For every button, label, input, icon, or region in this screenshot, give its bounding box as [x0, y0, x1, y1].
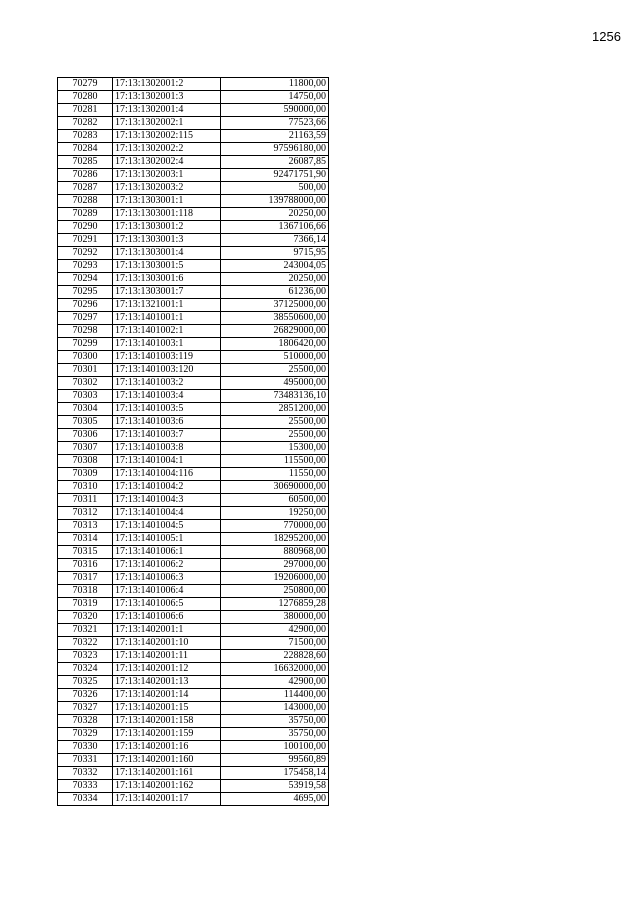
- table-row: [58, 442, 329, 455]
- row-number-cell: 70294: [58, 273, 113, 286]
- value-cell: 590000,00: [221, 104, 329, 117]
- table-row: [58, 78, 329, 91]
- value-cell: 4695,00: [221, 793, 329, 806]
- cadastral-number-cell: 17:13:1401004:5: [113, 520, 221, 533]
- value-cell: 15300,00: [221, 442, 329, 455]
- table-row: [58, 130, 329, 143]
- cadastral-number-cell: 17:13:1303001:3: [113, 234, 221, 247]
- row-number-cell: 70288: [58, 195, 113, 208]
- table-row: [58, 624, 329, 637]
- value-cell: 380000,00: [221, 611, 329, 624]
- table-row: [58, 403, 329, 416]
- cadastral-number-cell: 17:13:1401003:2: [113, 377, 221, 390]
- table-row: [58, 741, 329, 754]
- cadastral-number-cell: 17:13:1401003:8: [113, 442, 221, 455]
- value-cell: 20250,00: [221, 208, 329, 221]
- table-row: [58, 325, 329, 338]
- value-cell: 25500,00: [221, 429, 329, 442]
- row-number-cell: 70279: [58, 78, 113, 91]
- value-cell: 37125000,00: [221, 299, 329, 312]
- row-number-cell: 70298: [58, 325, 113, 338]
- table-row: [58, 234, 329, 247]
- table-row: [58, 286, 329, 299]
- table-row: [58, 104, 329, 117]
- value-cell: 53919,58: [221, 780, 329, 793]
- row-number-cell: 70327: [58, 702, 113, 715]
- value-cell: 97596180,00: [221, 143, 329, 156]
- row-number-cell: 70331: [58, 754, 113, 767]
- row-number-cell: 70305: [58, 416, 113, 429]
- table-row: [58, 559, 329, 572]
- value-cell: 114400,00: [221, 689, 329, 702]
- cadastral-number-cell: 17:13:1401003:7: [113, 429, 221, 442]
- row-number-cell: 70326: [58, 689, 113, 702]
- row-number-cell: 70284: [58, 143, 113, 156]
- row-number-cell: 70312: [58, 507, 113, 520]
- table-row: [58, 208, 329, 221]
- value-cell: 16632000,00: [221, 663, 329, 676]
- cadastral-number-cell: 17:13:1402001:160: [113, 754, 221, 767]
- row-number-cell: 70322: [58, 637, 113, 650]
- value-cell: 250800,00: [221, 585, 329, 598]
- value-cell: 38550600,00: [221, 312, 329, 325]
- cadastral-number-cell: 17:13:1401004:2: [113, 481, 221, 494]
- row-number-cell: 70311: [58, 494, 113, 507]
- cadastral-number-cell: 17:13:1401004:1: [113, 455, 221, 468]
- value-cell: 26087,85: [221, 156, 329, 169]
- value-cell: 30690000,00: [221, 481, 329, 494]
- row-number-cell: 70287: [58, 182, 113, 195]
- row-number-cell: 70329: [58, 728, 113, 741]
- value-cell: 7366,14: [221, 234, 329, 247]
- table-row: [58, 169, 329, 182]
- row-number-cell: 70315: [58, 546, 113, 559]
- table-row: [58, 390, 329, 403]
- row-number-cell: 70286: [58, 169, 113, 182]
- table-row: [58, 312, 329, 325]
- cadastral-number-cell: 17:13:1401004:3: [113, 494, 221, 507]
- row-number-cell: 70308: [58, 455, 113, 468]
- table-row: [58, 754, 329, 767]
- row-number-cell: 70319: [58, 598, 113, 611]
- table-row: [58, 702, 329, 715]
- row-number-cell: 70283: [58, 130, 113, 143]
- value-cell: 880968,00: [221, 546, 329, 559]
- cadastral-number-cell: 17:13:1401003:119: [113, 351, 221, 364]
- row-number-cell: 70328: [58, 715, 113, 728]
- table-row: [58, 182, 329, 195]
- row-number-cell: 70313: [58, 520, 113, 533]
- cadastral-number-cell: 17:13:1401006:6: [113, 611, 221, 624]
- table-row: [58, 572, 329, 585]
- value-cell: 42900,00: [221, 676, 329, 689]
- cadastral-number-cell: 17:13:1303001:1: [113, 195, 221, 208]
- table-row: [58, 533, 329, 546]
- table-row: [58, 91, 329, 104]
- cadastral-number-cell: 17:13:1302003:2: [113, 182, 221, 195]
- cadastral-number-cell: 17:13:1401006:1: [113, 546, 221, 559]
- table-row: [58, 585, 329, 598]
- cadastral-number-cell: 17:13:1402001:16: [113, 741, 221, 754]
- value-cell: 500,00: [221, 182, 329, 195]
- cadastral-number-cell: 17:13:1402001:12: [113, 663, 221, 676]
- row-number-cell: 70303: [58, 390, 113, 403]
- value-cell: 100100,00: [221, 741, 329, 754]
- table-row: [58, 546, 329, 559]
- row-number-cell: 70299: [58, 338, 113, 351]
- value-cell: 21163,59: [221, 130, 329, 143]
- value-cell: 770000,00: [221, 520, 329, 533]
- table-row: [58, 260, 329, 273]
- value-cell: 297000,00: [221, 559, 329, 572]
- row-number-cell: 70300: [58, 351, 113, 364]
- cadastral-number-cell: 17:13:1303001:118: [113, 208, 221, 221]
- cadastral-number-cell: 17:13:1402001:161: [113, 767, 221, 780]
- row-number-cell: 70281: [58, 104, 113, 117]
- cadastral-number-cell: 17:13:1302003:1: [113, 169, 221, 182]
- cadastral-number-cell: 17:13:1402001:14: [113, 689, 221, 702]
- cadastral-number-cell: 17:13:1401006:3: [113, 572, 221, 585]
- value-cell: 11550,00: [221, 468, 329, 481]
- table-row: [58, 676, 329, 689]
- table-row: [58, 663, 329, 676]
- table-row: [58, 338, 329, 351]
- value-cell: 26829000,00: [221, 325, 329, 338]
- cadastral-number-cell: 17:13:1401002:1: [113, 325, 221, 338]
- value-cell: 20250,00: [221, 273, 329, 286]
- row-number-cell: 70323: [58, 650, 113, 663]
- row-number-cell: 70297: [58, 312, 113, 325]
- cadastral-number-cell: 17:13:1302002:115: [113, 130, 221, 143]
- value-cell: 510000,00: [221, 351, 329, 364]
- value-cell: 175458,14: [221, 767, 329, 780]
- row-number-cell: 70333: [58, 780, 113, 793]
- row-number-cell: 70290: [58, 221, 113, 234]
- row-number-cell: 70316: [58, 559, 113, 572]
- value-cell: 35750,00: [221, 728, 329, 741]
- table-row: [58, 429, 329, 442]
- cadastral-number-cell: 17:13:1303001:2: [113, 221, 221, 234]
- value-cell: 143000,00: [221, 702, 329, 715]
- value-cell: 1367106,66: [221, 221, 329, 234]
- table-row: [58, 481, 329, 494]
- value-cell: 61236,00: [221, 286, 329, 299]
- table-row: [58, 793, 329, 806]
- row-number-cell: 70320: [58, 611, 113, 624]
- row-number-cell: 70317: [58, 572, 113, 585]
- table-row: [58, 780, 329, 793]
- table-row: [58, 195, 329, 208]
- row-number-cell: 70293: [58, 260, 113, 273]
- cadastral-number-cell: 17:13:1401006:2: [113, 559, 221, 572]
- table-row: [58, 455, 329, 468]
- table-row: [58, 650, 329, 663]
- table-row: [58, 507, 329, 520]
- cadastral-number-cell: 17:13:1401005:1: [113, 533, 221, 546]
- cadastral-number-cell: 17:13:1401001:1: [113, 312, 221, 325]
- value-cell: 228828,60: [221, 650, 329, 663]
- row-number-cell: 70285: [58, 156, 113, 169]
- table-row: [58, 689, 329, 702]
- value-cell: 19206000,00: [221, 572, 329, 585]
- table-row: [58, 468, 329, 481]
- row-number-cell: 70334: [58, 793, 113, 806]
- table-row: [58, 156, 329, 169]
- table-row: [58, 416, 329, 429]
- cadastral-number-cell: 17:13:1402001:1: [113, 624, 221, 637]
- cadastral-number-cell: 17:13:1402001:15: [113, 702, 221, 715]
- row-number-cell: 70321: [58, 624, 113, 637]
- value-cell: 92471751,90: [221, 169, 329, 182]
- row-number-cell: 70324: [58, 663, 113, 676]
- cadastral-number-cell: 17:13:1302002:1: [113, 117, 221, 130]
- value-cell: 19250,00: [221, 507, 329, 520]
- cadastral-number-cell: 17:13:1402001:17: [113, 793, 221, 806]
- cadastral-number-cell: 17:13:1402001:158: [113, 715, 221, 728]
- cadastral-number-cell: 17:13:1302001:4: [113, 104, 221, 117]
- row-number-cell: 70282: [58, 117, 113, 130]
- row-number-cell: 70280: [58, 91, 113, 104]
- cadastral-number-cell: 17:13:1401004:4: [113, 507, 221, 520]
- table-row: [58, 364, 329, 377]
- row-number-cell: 70295: [58, 286, 113, 299]
- cadastral-number-cell: 17:13:1321001:1: [113, 299, 221, 312]
- table-row: [58, 273, 329, 286]
- cadastral-number-cell: 17:13:1401003:4: [113, 390, 221, 403]
- table-row: [58, 221, 329, 234]
- value-cell: 115500,00: [221, 455, 329, 468]
- row-number-cell: 70330: [58, 741, 113, 754]
- cadastral-number-cell: 17:13:1402001:11: [113, 650, 221, 663]
- cadastral-number-cell: 17:13:1303001:7: [113, 286, 221, 299]
- row-number-cell: 70310: [58, 481, 113, 494]
- table-row: [58, 143, 329, 156]
- data-table: [57, 77, 329, 806]
- cadastral-number-cell: 17:13:1401006:4: [113, 585, 221, 598]
- value-cell: 495000,00: [221, 377, 329, 390]
- cadastral-number-cell: 17:13:1401003:120: [113, 364, 221, 377]
- value-cell: 2851200,00: [221, 403, 329, 416]
- table-body: [58, 78, 329, 806]
- cadastral-number-cell: 17:13:1303001:5: [113, 260, 221, 273]
- value-cell: 11800,00: [221, 78, 329, 91]
- value-cell: 99560,89: [221, 754, 329, 767]
- table-row: [58, 351, 329, 364]
- row-number-cell: 70325: [58, 676, 113, 689]
- cadastral-number-cell: 17:13:1302002:4: [113, 156, 221, 169]
- value-cell: 18295200,00: [221, 533, 329, 546]
- cadastral-number-cell: 17:13:1302002:2: [113, 143, 221, 156]
- row-number-cell: 70296: [58, 299, 113, 312]
- row-number-cell: 70301: [58, 364, 113, 377]
- table-row: [58, 715, 329, 728]
- value-cell: 73483136,10: [221, 390, 329, 403]
- row-number-cell: 70332: [58, 767, 113, 780]
- value-cell: 25500,00: [221, 416, 329, 429]
- cadastral-number-cell: 17:13:1303001:4: [113, 247, 221, 260]
- row-number-cell: 70291: [58, 234, 113, 247]
- cadastral-number-cell: 17:13:1402001:13: [113, 676, 221, 689]
- value-cell: 42900,00: [221, 624, 329, 637]
- table-row: [58, 728, 329, 741]
- cadastral-number-cell: 17:13:1401004:116: [113, 468, 221, 481]
- row-number-cell: 70304: [58, 403, 113, 416]
- value-cell: 77523,66: [221, 117, 329, 130]
- row-number-cell: 70307: [58, 442, 113, 455]
- value-cell: 9715,95: [221, 247, 329, 260]
- table-row: [58, 117, 329, 130]
- cadastral-number-cell: 17:13:1402001:159: [113, 728, 221, 741]
- value-cell: 243004,05: [221, 260, 329, 273]
- row-number-cell: 70292: [58, 247, 113, 260]
- table-row: [58, 377, 329, 390]
- value-cell: 1806420,00: [221, 338, 329, 351]
- row-number-cell: 70309: [58, 468, 113, 481]
- cadastral-number-cell: 17:13:1402001:162: [113, 780, 221, 793]
- row-number-cell: 70318: [58, 585, 113, 598]
- value-cell: 25500,00: [221, 364, 329, 377]
- row-number-cell: 70306: [58, 429, 113, 442]
- cadastral-number-cell: 17:13:1302001:3: [113, 91, 221, 104]
- row-number-cell: 70314: [58, 533, 113, 546]
- table-row: [58, 494, 329, 507]
- value-cell: 35750,00: [221, 715, 329, 728]
- value-cell: 139788000,00: [221, 195, 329, 208]
- row-number-cell: 70289: [58, 208, 113, 221]
- cadastral-number-cell: 17:13:1302001:2: [113, 78, 221, 91]
- table-row: [58, 520, 329, 533]
- table-row: [58, 611, 329, 624]
- cadastral-number-cell: 17:13:1401003:5: [113, 403, 221, 416]
- table-row: [58, 598, 329, 611]
- cadastral-number-cell: 17:13:1402001:10: [113, 637, 221, 650]
- table-row: [58, 247, 329, 260]
- table-row: [58, 299, 329, 312]
- value-cell: 71500,00: [221, 637, 329, 650]
- cadastral-number-cell: 17:13:1303001:6: [113, 273, 221, 286]
- cadastral-number-cell: 17:13:1401003:1: [113, 338, 221, 351]
- cadastral-number-cell: 17:13:1401006:5: [113, 598, 221, 611]
- value-cell: 1276859,28: [221, 598, 329, 611]
- table-row: [58, 637, 329, 650]
- table-row: [58, 767, 329, 780]
- page-number: 1256: [592, 29, 621, 44]
- value-cell: 60500,00: [221, 494, 329, 507]
- value-cell: 14750,00: [221, 91, 329, 104]
- row-number-cell: 70302: [58, 377, 113, 390]
- cadastral-number-cell: 17:13:1401003:6: [113, 416, 221, 429]
